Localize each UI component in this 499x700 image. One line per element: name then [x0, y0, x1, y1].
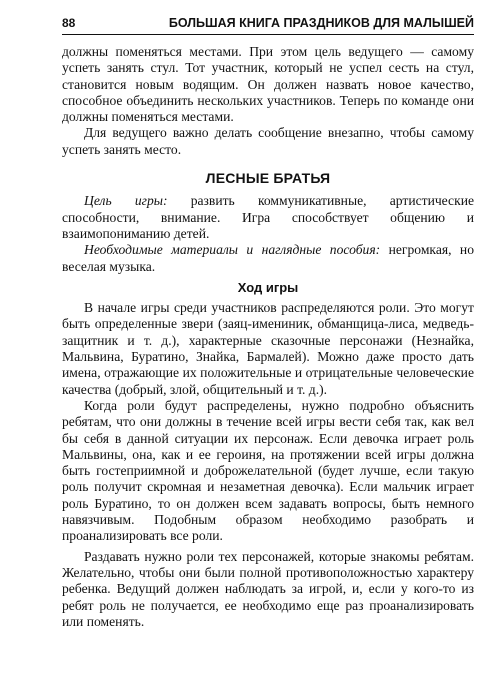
page-body: [62, 44, 474, 630]
running-title: БОЛЬШАЯ КНИГА ПРАЗДНИКОВ ДЛЯ МАЛЫШЕЙ: [168, 16, 474, 30]
page-header: [62, 14, 474, 35]
progress-title: Ход игры: [237, 279, 299, 295]
progress-paragraph-2: Когда роли будут распределены, нужно подробно объяснить ребятам, что они должны в течение всей игры вести себя так, как вел бы себя в данной ситуации их персонаж. Если девочка играет роль Мальвины, она, как и ее героиня, на протяжении всей игры должна быть гостеприимной и доброжелательной (будет лучше, если такую роль получит скромная и незаметная девочка). Если мальчик играет роль Буратино, то он должен всем задавать вопросы, быть немного навязчивым. Подобным образом необходимо разобрать и проанализировать все роли.: [62, 397, 474, 544]
progress-paragraph-1: В начале игры среди участников распределяются роли. Это могут быть определенные звери (заяц-имениник, обманщица-лиса, медведь-защитник и т. д.), характерные сказочные персонажи (Незнайка, Мальвина, Буратино, Знайка, Бармалей). Можно даже просто дать имена, отражающие их положительные и отрицательные человеческие качества (добрый, злой, общительный и т. д.).: [62, 300, 474, 397]
intro-paragraph-2: Для ведущего важно делать сообщение внезапно, чтобы самому успеть занять место.: [62, 125, 474, 157]
goal-text: развить коммуникативные, артистические способности, внимание. Игра способствует общению и взаимопониманию детей.: [62, 193, 475, 241]
game-title: ЛЕСНЫЕ БРАТЬЯ: [205, 170, 331, 187]
goal-label: Цель игры:: [84, 193, 168, 209]
intro-paragraph-1: должны поменяться местами. При этом цель ведущего — самому успеть занять стул. Тот участник, который не успел сесть на стул, становится новым водящим. Он должен назвать новое качество, способное объединить нескольких участников. Теперь по команде они должны поменяться местами.: [62, 44, 474, 125]
materials-label: Необходимые материалы и наглядные пособия:: [84, 242, 381, 258]
goal-paragraph: [62, 193, 474, 242]
materials-text: негромкая, но веселая музыка.: [62, 242, 474, 274]
progress-paragraph-3: Раздавать нужно роли тех персонажей, которые знакомы ребятам. Желательно, чтобы они были полной противоположностью характеру ребенка. Ведущий должен наблюдать за игрой, и, если у кого-то из ребят роль не получается, ее необходимо еще раз проанализировать или поменять.: [62, 548, 474, 629]
page-number: 88: [62, 16, 76, 30]
materials-paragraph: [62, 242, 474, 275]
